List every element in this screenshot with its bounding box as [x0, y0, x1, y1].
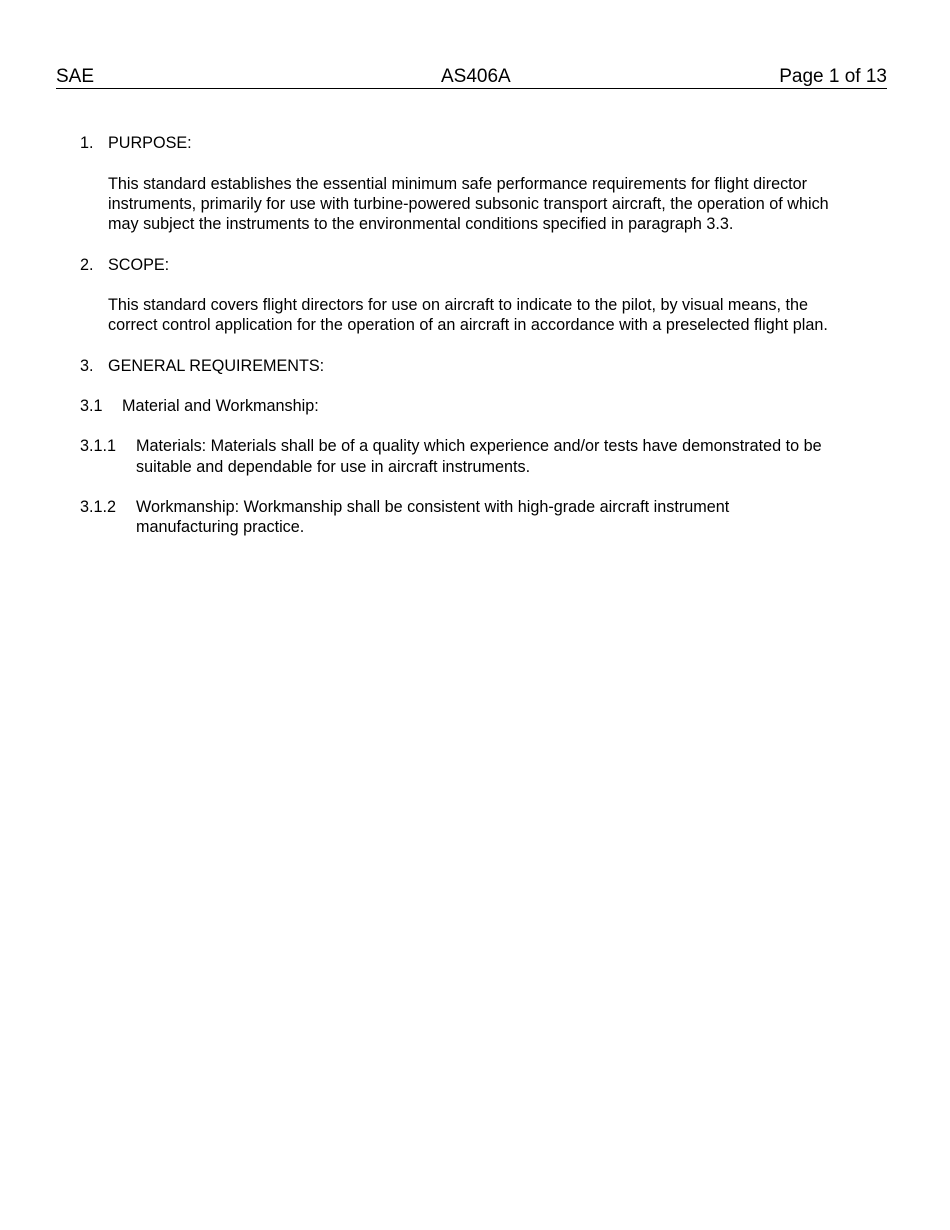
header-page-number: Page 1 of 13	[779, 66, 887, 87]
subsection-number: 3.1.1	[80, 437, 117, 455]
section-heading-general-requirements: GENERAL REQUIREMENTS:	[108, 357, 325, 375]
paragraph-line: Materials: Materials shall be of a quality which experience and/or tests have demonstrated to be	[136, 437, 822, 455]
paragraph-line: This standard covers flight directors for use on aircraft to indicate to the pilot, by visual means, the	[108, 296, 808, 314]
section-heading-purpose: PURPOSE:	[108, 134, 192, 152]
paragraph-line: correct control application for the operation of an aircraft in accordance with a preselected flight plan.	[108, 316, 828, 334]
section-number: 2.	[80, 256, 94, 274]
subsection-number: 3.1.2	[80, 498, 117, 516]
paragraph-line: manufacturing practice.	[136, 518, 305, 536]
paragraph-line: may subject the instruments to the environmental conditions specified in paragraph 3.3.	[108, 215, 734, 233]
paragraph-line: Workmanship: Workmanship shall be consistent with high-grade aircraft instrument	[136, 498, 730, 516]
header-document-id: AS406A	[441, 66, 511, 87]
subsection-number: 3.1	[80, 397, 103, 415]
paragraph-line: This standard establishes the essential minimum safe performance requirements for flight director	[108, 175, 808, 193]
paragraph-line: suitable and dependable for use in aircraft instruments.	[136, 458, 531, 476]
paragraph-line: instruments, primarily for use with turbine-powered subsonic transport aircraft, the operation of which	[108, 195, 829, 213]
section-heading-scope: SCOPE:	[108, 256, 170, 274]
header-org: SAE	[56, 66, 95, 87]
page-header	[56, 66, 887, 89]
subsection-heading-material-workmanship: Material and Workmanship:	[122, 397, 319, 415]
section-number: 3.	[80, 357, 94, 375]
section-number: 1.	[80, 134, 94, 152]
